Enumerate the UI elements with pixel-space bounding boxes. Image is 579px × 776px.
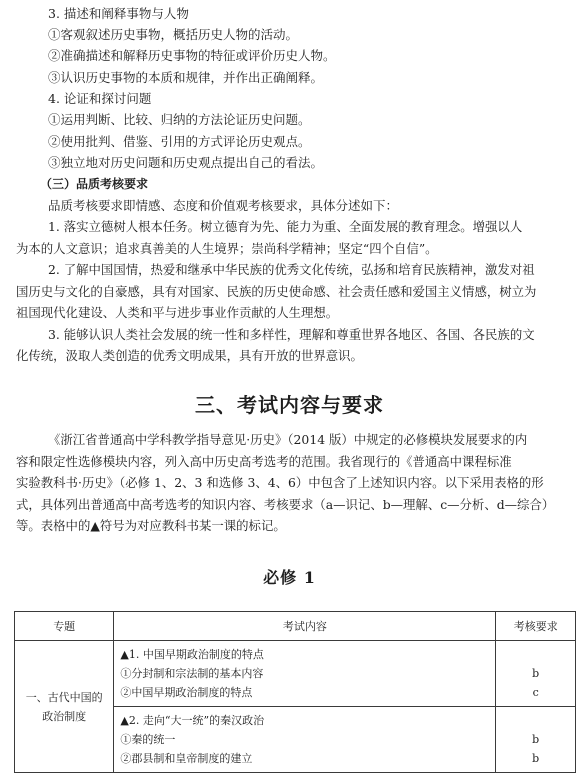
content-item: ①分封制和宗法制的基本内容 (120, 667, 264, 680)
exam-content-table (14, 611, 576, 773)
list-heading-4: 4. 论证和探讨问题 (48, 91, 152, 106)
content-cell (114, 641, 496, 707)
requirement-value (497, 711, 574, 730)
paragraph-line: 1. 落实立德树人根本任务。树立德育为先、能力为重、全面发展的教育理念。增强以人 (48, 219, 523, 234)
requirement-value: b (532, 752, 540, 765)
subheading: （三）品质考核要求 (40, 177, 149, 191)
header-content: 考试内容 (114, 612, 496, 641)
list-item: ③认识历史事物的本质和规律，并作出正确阐释。 (48, 70, 324, 85)
topic-line: 一、古代中国的 (25, 690, 103, 704)
list-item: ①运用判断、比较、归纳的方法论证历史问题。 (48, 112, 311, 127)
paragraph-line: 等。表格中的▲符号为对应教科书某一课的标记。 (16, 518, 286, 533)
list-item: ③独立地对历史问题和历史观点提出自己的看法。 (48, 155, 324, 170)
list-heading-3: 3. 描述和阐释事物与人物 (48, 6, 189, 21)
list-item: ②准确描述和解释历史事物的特征或评价历史人物。 (48, 48, 336, 63)
paragraph-line: 为本的人文意识；追求真善美的人生境界；崇尚科学精神；坚定“四个自信”。 (16, 241, 438, 256)
requirement-value: c (532, 686, 539, 699)
topic-cell (15, 641, 114, 773)
module-title: 必修 1 (263, 568, 316, 587)
table-row (15, 641, 576, 707)
paragraph-line: 容和限定性选修模块内容，列入高中历史高考选考的范围。我省现行的《普通高中课程标准 (16, 454, 512, 469)
list-item: ②使用批判、借鉴、引用的方式评论历史观点。 (48, 134, 311, 149)
table-header-row (15, 612, 576, 641)
header-requirement: 考核要求 (496, 612, 576, 641)
paragraph-line: 国历史与文化的自豪感，具有对国家、民族的历史使命感、社会责任感和爱国主义情感，树立为 (16, 284, 537, 299)
paragraph-line: 化传统，汲取人类创造的优秀文明成果，具有开放的世界意识。 (16, 348, 363, 363)
paragraph-line: 2. 了解中国国情，热爱和继承中华民族的优秀文化传统，弘扬和培育民族精神，激发对祖 (48, 262, 535, 277)
section-title: 三、考试内容与要求 (195, 393, 384, 417)
content-item: ▲2. 走向“大一统”的秦汉政治 (120, 714, 265, 727)
paragraph-line: 《浙江省普通高中学科教学指导意见·历史》（2014 版）中规定的必修模块发展要求的内 (48, 432, 528, 447)
content-cell (114, 707, 496, 773)
requirement-cell (496, 641, 576, 707)
header-topic: 专题 (15, 612, 114, 641)
paragraph-line: 3. 能够认识人类社会发展的统一性和多样性，理解和尊重世界各地区、各国、各民族的文 (48, 327, 535, 342)
content-item: ②郡县制和皇帝制度的建立 (120, 752, 253, 765)
content-item: ①秦的统一 (120, 733, 176, 746)
paragraph-line: 式，具体列出普通高中高考选考的知识内容、考核要求（a—识记、b—理解、c—分析、d—综合） (16, 497, 555, 512)
requirement-value (497, 645, 574, 664)
topic-line: 政治制度 (42, 709, 87, 723)
paragraph-line: 祖国现代化建设、人类和平与进步事业作贡献的人生理想。 (16, 305, 339, 320)
intro-text: 品质考核要求即情感、态度和价值观考核要求，具体分述如下： (48, 198, 399, 213)
requirement-value: b (532, 667, 540, 680)
list-item: ①客观叙述历史事物，概括历史人物的活动。 (48, 27, 299, 42)
content-item: ▲1. 中国早期政治制度的特点 (120, 648, 264, 661)
requirement-cell (496, 707, 576, 773)
paragraph-line: 实验教科书·历史》（必修 1、2、3 和选修 3、4、6）中包含了上述知识内容。以下采用表格的形 (16, 475, 544, 490)
content-item: ②中国早期政治制度的特点 (120, 686, 253, 699)
requirement-value: b (532, 733, 540, 746)
